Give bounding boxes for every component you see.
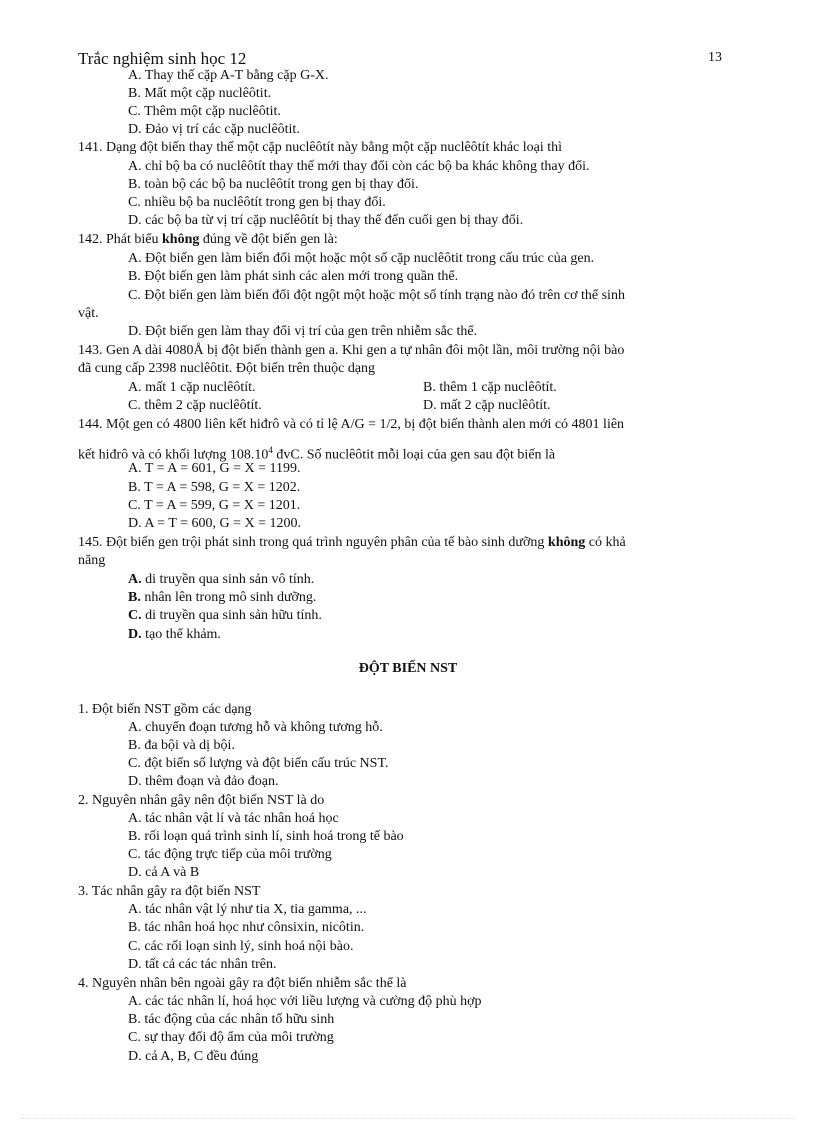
- question-143-cont: đã cung cấp 2398 nuclêôtit. Đột biến trên thuộc dạng: [78, 361, 376, 376]
- emphasis-word: không: [547, 535, 586, 550]
- option-text: B. T = A = 598, G = X = 1202.: [128, 480, 301, 495]
- option-text: A. Đột biến gen làm biến đổi một hoặc một số cặp nuclêôtit trong cấu trúc của gen.: [128, 251, 595, 266]
- option-text: B. nhân lên trong mô sinh dưỡng.: [128, 590, 317, 605]
- option-text: D. Đột biến gen làm thay đổi vị trí của gen trên nhiễm sắc thể.: [128, 324, 478, 339]
- option-text: D. mất 2 cặp nuclêôtít.: [423, 398, 551, 413]
- question-145-cont: năng: [78, 553, 106, 568]
- question-141: 141. Dạng đột biến thay thế một cặp nuclêôtít này bằng một cặp nuclêôtít khác loại thì: [78, 140, 563, 155]
- option-text: A. T = A = 601, G = X = 1199.: [128, 461, 301, 476]
- option-text: C. thêm 2 cặp nuclêôtít.: [128, 398, 262, 413]
- page-header-title: Trắc nghiệm sinh học 12: [78, 49, 247, 68]
- question-145: 145. Đột biến gen trội phát sinh trong quá trình nguyên phân của tế bào sinh dưỡng không có khả: [78, 535, 626, 550]
- question-143: 143. Gen A dài 4080Å bị đột biến thành gen a. Khi gen a tự nhân đôi một lần, môi trường nội bào: [78, 343, 625, 358]
- exponent: 4: [268, 445, 273, 455]
- option-text: D. tất cả các tác nhân trên.: [128, 957, 277, 972]
- option-text: B. đa bội và dị bội.: [128, 738, 235, 753]
- option-text: D. thêm đoạn và đảo đoạn.: [128, 774, 279, 789]
- option-text: B. tác nhân hoá học như cônsixin, nicôtin.: [128, 920, 365, 935]
- option-text: C. T = A = 599, G = X = 1201.: [128, 498, 301, 513]
- option-text: D. Đảo vị trí các cặp nuclêôtit.: [128, 122, 300, 137]
- option-text: C. Đột biến gen làm biến đổi đột ngột một hoặc một số tính trạng nào đó trên cơ thể sinh: [128, 288, 625, 303]
- emphasis-word: không: [162, 232, 200, 247]
- option-text: A. mất 1 cặp nuclêôtít.: [128, 380, 256, 395]
- option-text: D. tạo thể khảm.: [128, 627, 221, 642]
- question-4: 4. Nguyên nhân bên ngoài gây ra đột biến nhiễm sắc thể là: [78, 976, 407, 991]
- question-3: 3. Tác nhân gây ra đột biến NST: [78, 884, 261, 899]
- option-text: A. chuyển đoạn tương hỗ và không tương hỗ.: [128, 720, 383, 735]
- option-text: C. các rối loạn sinh lý, sinh hoá nội bào.: [128, 939, 354, 954]
- question-144-cont: kết hiđrô và có khối lượng 108.10$^4$ đvC. Số nuclêôtit mỗi loại của gen sau đột biến là: [78, 445, 556, 463]
- option-continuation: vật.: [78, 306, 99, 321]
- option-text: C. sự thay đổi độ ẩm của môi trường: [128, 1030, 334, 1045]
- option-text: B. tác động của các nhân tố hữu sinh: [128, 1012, 335, 1027]
- option-text: C. đột biến số lượng và đột biến cấu trúc NST.: [128, 756, 389, 771]
- option-text: A. các tác nhân lí, hoá học với liều lượng và cường độ phù hợp: [128, 994, 482, 1009]
- option-text: D. các bộ ba từ vị trí cặp nuclêôtít bị thay thế đến cuối gen bị thay đổi.: [128, 213, 524, 228]
- option-text: C. Thêm một cặp nuclêôtit.: [128, 104, 281, 119]
- question-142: 142. Phát biểu không đúng về đột biến gen là:: [78, 232, 338, 247]
- option-text: B. toàn bộ các bộ ba nuclêôtít trong gen bị thay đổi.: [128, 177, 419, 192]
- option-text: C. tác động trực tiếp của môi trường: [128, 847, 332, 862]
- option-text: A. di truyền qua sinh sản vô tính.: [128, 572, 315, 587]
- option-text: A. tác nhân vật lí và tác nhân hoá học: [128, 811, 339, 826]
- option-text: A. tác nhân vật lý như tia X, tia gamma, ...: [128, 902, 367, 917]
- option-text: A. Thay thế cặp A-T bằng cặp G-X.: [128, 68, 329, 83]
- question-144: 144. Một gen có 4800 liên kết hiđrô và có tỉ lệ A/G = 1/2, bị đột biến thành alen mới có 4801 liên: [78, 417, 625, 432]
- option-text: C. nhiều bộ ba nuclêôtít trong gen bị thay đổi.: [128, 195, 386, 210]
- option-text: C. di truyền qua sinh sản hữu tính.: [128, 608, 322, 623]
- page-bottom-border: [20, 1118, 796, 1119]
- page-number: 13: [708, 50, 722, 65]
- option-text: D. cả A và B: [128, 865, 200, 880]
- option-text: B. rối loạn quá trình sinh lí, sinh hoá trong tế bào: [128, 829, 404, 844]
- option-text: D. A = T = 600, G = X = 1200.: [128, 516, 302, 531]
- option-text: B. Đột biến gen làm phát sinh các alen mới trong quần thể.: [128, 269, 459, 284]
- option-text: D. cả A, B, C đều đúng: [128, 1049, 259, 1064]
- question-1: 1. Đột biến NST gồm các dạng: [78, 702, 252, 717]
- option-text: B. thêm 1 cặp nuclêôtít.: [423, 380, 557, 395]
- option-text: A. chỉ bộ ba có nuclêôtít thay thế mới thay đổi còn các bộ ba khác không thay đổi.: [128, 159, 590, 174]
- option-text: B. Mất một cặp nuclêôtit.: [128, 86, 272, 101]
- question-2: 2. Nguyên nhân gây nên đột biến NST là do: [78, 793, 325, 808]
- section-heading: ĐỘT BIẾN NST: [358, 661, 458, 676]
